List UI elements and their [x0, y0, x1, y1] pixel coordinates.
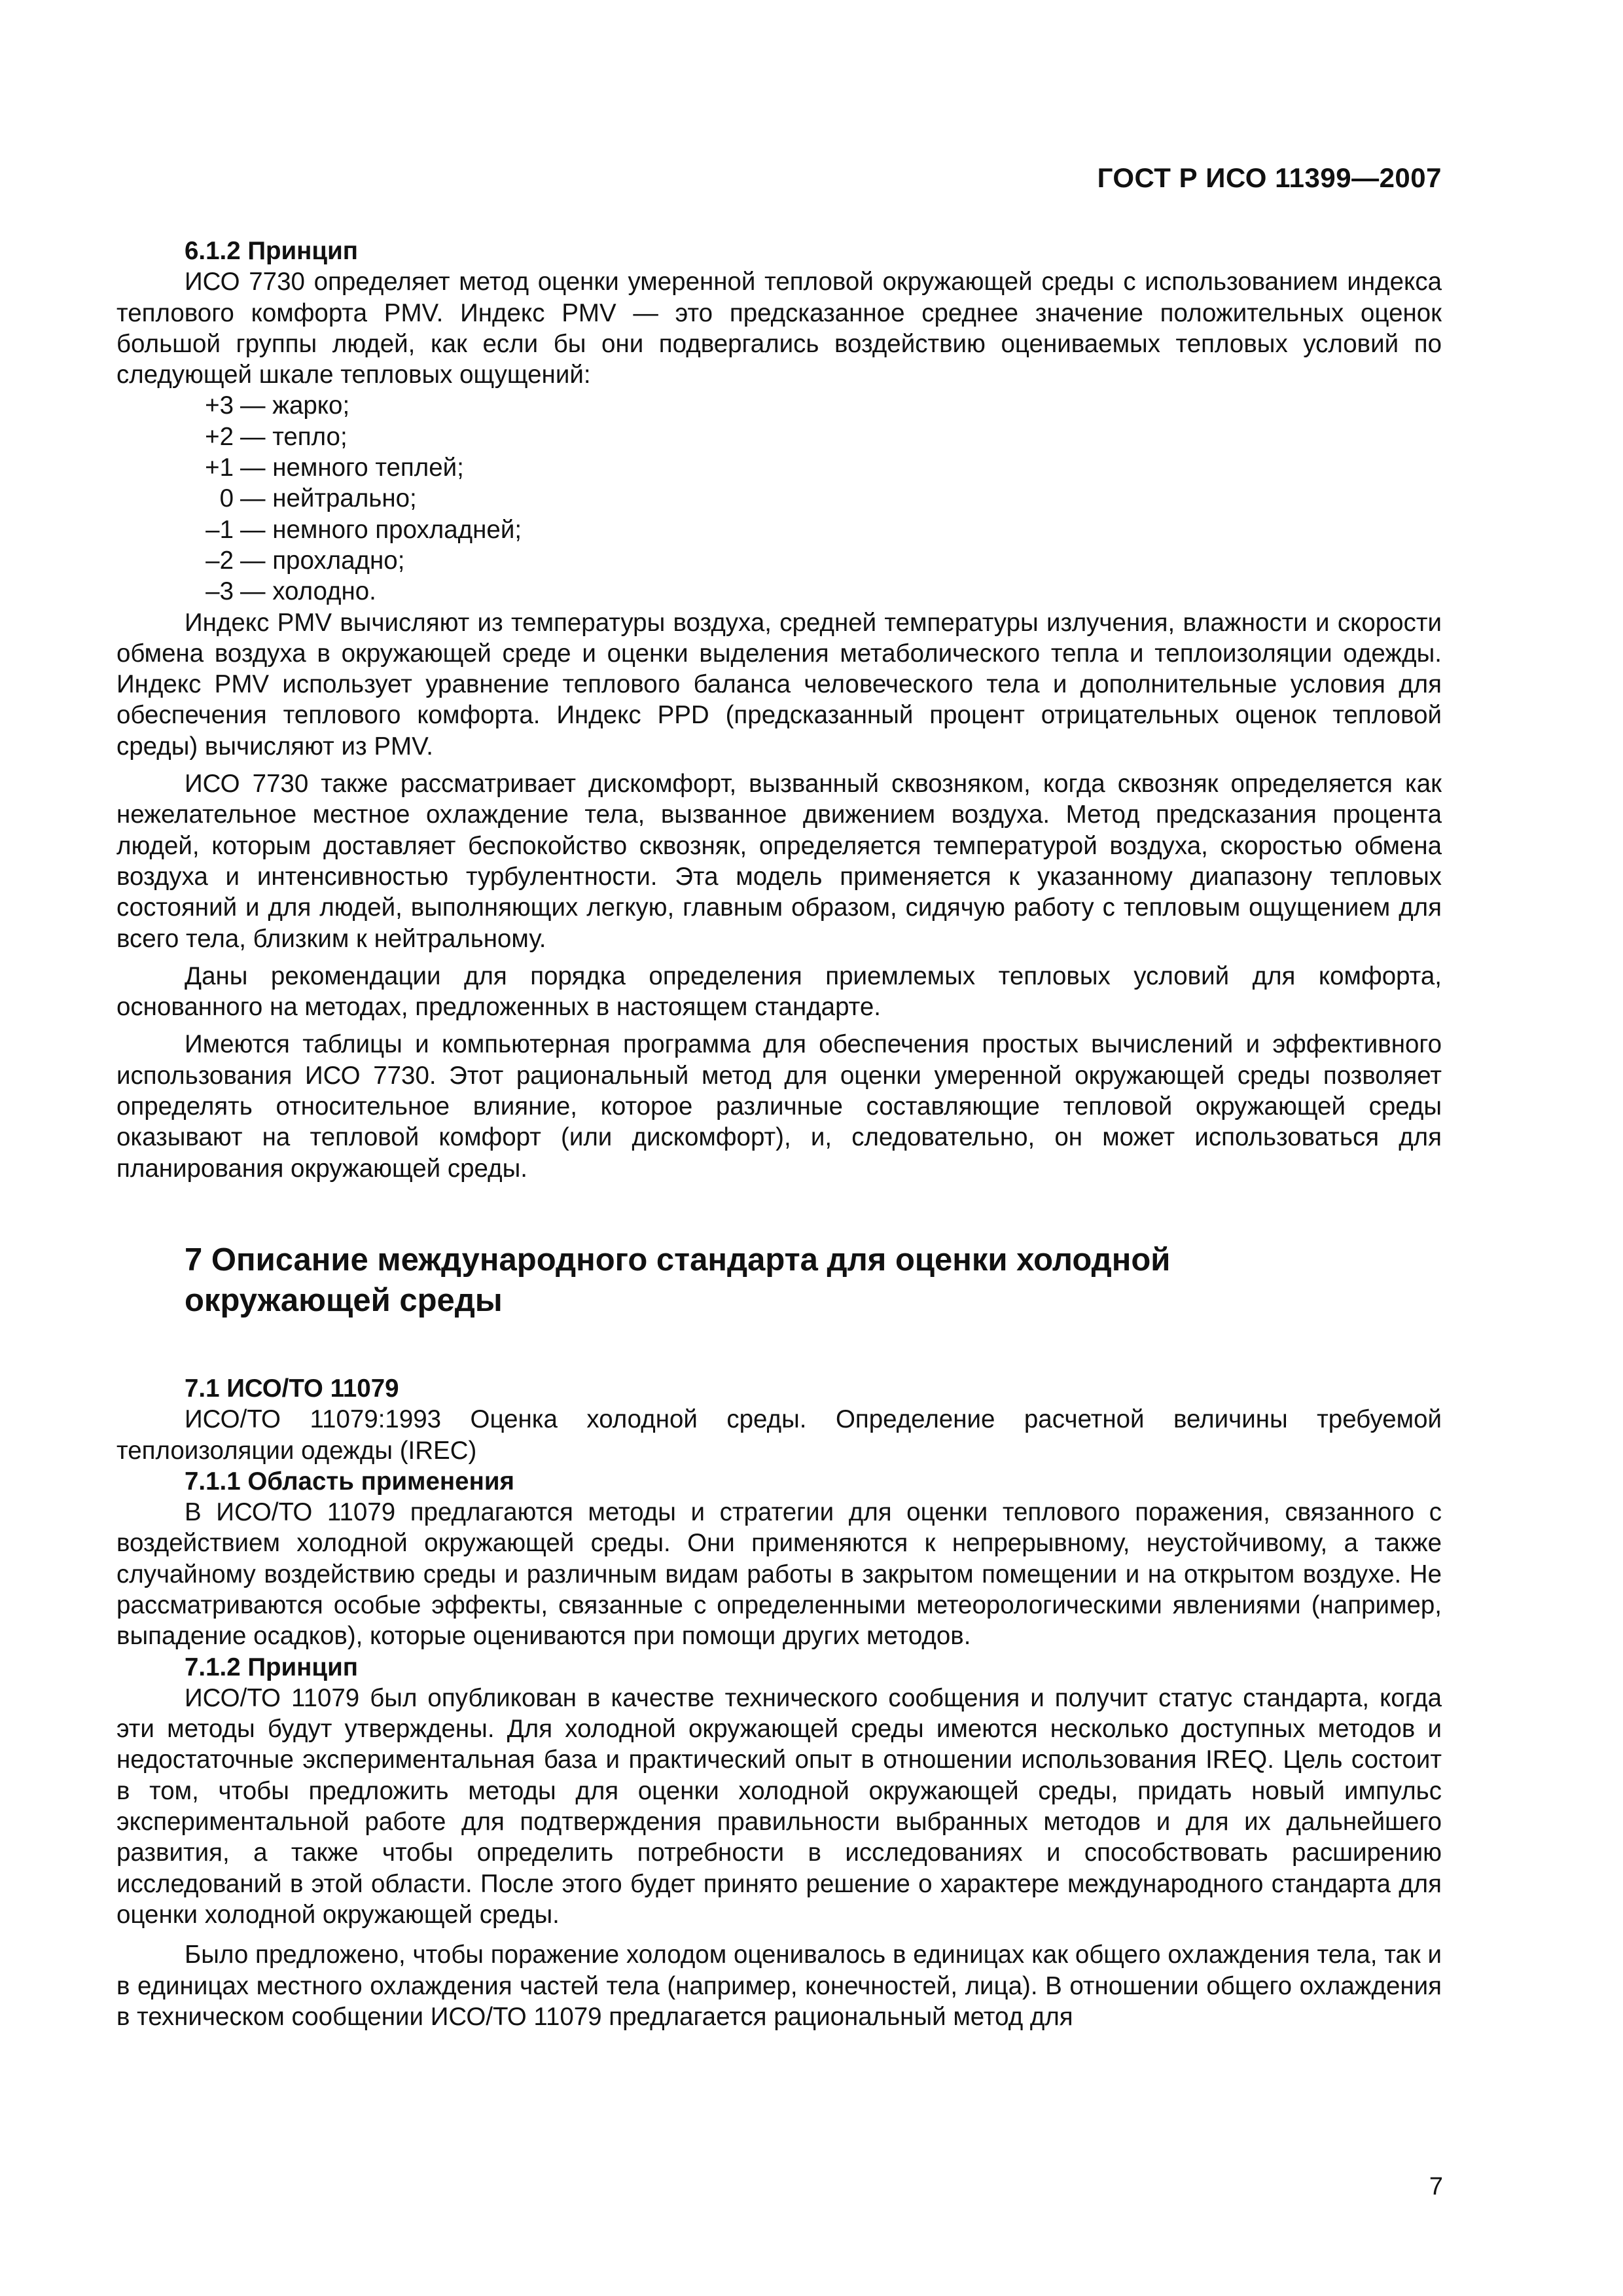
- heading-7-1-1: 7.1.1 Область применения: [185, 1467, 514, 1496]
- paragraph: Имеются таблицы и компьютерная программа для обеспечения простых вычислений и эффективного использования ИСО 7730. Этот рациональный метод для оценки умеренной окружающей среды позволяет определять относительное влияние, которое различные составляющие тепловой окружающей среды оказывают на тепловой комфорт (или дискомфорт), и, следовательно, он может использоваться для планирования окружающей среды.: [116, 1030, 1442, 1183]
- scale-item: [185, 483, 1442, 514]
- page-content: [116, 236, 1442, 2032]
- scale-label: — немного теплей;: [240, 454, 464, 482]
- paragraph: Даны рекомендации для порядка определения приемлемых тепловых условий для комфорта, основанного на методах, предложенных в настоящем стандарте.: [116, 961, 1442, 1022]
- paragraph: ИСО 7730 также рассматривает дискомфорт, вызванный сквозняком, когда сквозняк определяется как нежелательное местное охлаждение тела, вызванное движением воздуха. Метод предсказания процента людей, которым доставляет беспокойство сквозняк, определяется температурой воздуха, скоростью обмена воздуха и интенсивностью турбулентности. Эта модель применяется к указанному диапазону тепловых состояний и для людей, выполняющих легкую, главным образом, сидячую работу с тепловым ощущением для всего тела, близким к нейтральному.: [116, 770, 1442, 953]
- paragraph: Индекс PMV вычисляют из температуры воздуха, средней температуры излучения, влажности и скорости обмена воздуха в окружающей среде и оценки выделения метаболического тепла и теплоизоляции одежды. Индекс PMV использует уравнение теплового баланса человеческого тела и дополнительные условия для обеспечения теплового комфорта. Индекс PPD (предсказанный процент отрицательных оценок тепловой среды) вычисляют из PMV.: [116, 608, 1442, 761]
- scale-label: — жарко;: [240, 391, 350, 420]
- thermal-sensation-scale: [116, 390, 1442, 607]
- scale-item: [185, 576, 1442, 607]
- scale-value: –2: [205, 546, 234, 575]
- scale-value: –3: [205, 577, 234, 606]
- scale-item: [185, 452, 1442, 483]
- paragraph: ИСО 7730 определяет метод оценки умеренной тепловой окружающей среды с использованием индекса теплового комфорта PMV. Индекс PMV — это предсказанное среднее значение положительных оценок большой группы людей, как если бы они подвергались воздействию оцениваемых тепловых условий по следующей шкале тепловых ощущений:: [116, 268, 1442, 389]
- page-number: 7: [1429, 2173, 1443, 2200]
- scale-value: +1: [205, 454, 234, 482]
- scale-value: 0: [219, 484, 234, 513]
- scale-value: +3: [205, 391, 234, 420]
- scale-item: [185, 422, 1442, 452]
- heading-7-1: 7.1 ИСО/ТО 11079: [185, 1374, 399, 1403]
- scale-item: [185, 514, 1442, 545]
- scale-label: — немного прохладней;: [240, 515, 522, 544]
- heading-7-1-2: 7.1.2 Принцип: [185, 1653, 359, 1681]
- scale-item: [185, 545, 1442, 576]
- paragraph: Было предложено, чтобы поражение холодом оценивалось в единицах как общего охлаждения тела, так и в единицах местного охлаждения частей тела (например, конечностей, лица). В отношении общего охлаждения в техническом сообщении ИСО/ТО 11079 предлагается рациональный метод для: [116, 1941, 1442, 2031]
- scale-value: +2: [205, 422, 234, 451]
- scale-label: — прохладно;: [240, 546, 405, 575]
- scale-label: — тепло;: [240, 422, 348, 451]
- section-7-heading: 7 Описание международного стандарта для оценки холодной окружающей среды: [185, 1242, 1171, 1318]
- scale-label: — нейтрально;: [240, 484, 417, 513]
- scale-item: [185, 390, 1442, 421]
- scale-value: –1: [205, 515, 234, 544]
- scale-label: — холодно.: [240, 577, 376, 606]
- paragraph: ИСО/ТО 11079:1993 Оценка холодной среды. Определение расчетной величины требуемой теплоизоляции одежды (IREC): [116, 1405, 1442, 1465]
- paragraph: ИСО/ТО 11079 был опубликован в качестве технического сообщения и получит статус стандарта, когда эти методы будут утверждены. Для холодной окружающей среды имеются несколько доступных методов и недостаточные экспериментальная база и практический опыт в отношении использования IREQ. Цель состоит в том, чтобы предложить методы для оценки холодной окружающей среды, придать новый импульс экспериментальной работе для подтверждения правильности выбранных методов и для их дальнейшего развития, а также чтобы определить потребности в исследованиях и способствовать расширению исследований в этой области. После этого будет принято решение о характере международного стандарта для оценки холодной окружающей среды.: [116, 1683, 1442, 1929]
- standard-header: ГОСТ Р ИСО 11399—2007: [1097, 162, 1442, 193]
- heading-6-1-2: 6.1.2 Принцип: [185, 237, 359, 265]
- paragraph: В ИСО/ТО 11079 предлагаются методы и стратегии для оценки теплового поражения, связанного с воздействием холодной окружающей среды. Они применяются к непрерывному, неустойчивому, а также случайному воздействию среды и различным видам работы в закрытом помещении и на открытом воздухе. Не рассматриваются особые эффекты, связанные с определенными метеорологическими явлениями (например, выпадение осадков), которые оцениваются при помощи других методов.: [116, 1498, 1442, 1651]
